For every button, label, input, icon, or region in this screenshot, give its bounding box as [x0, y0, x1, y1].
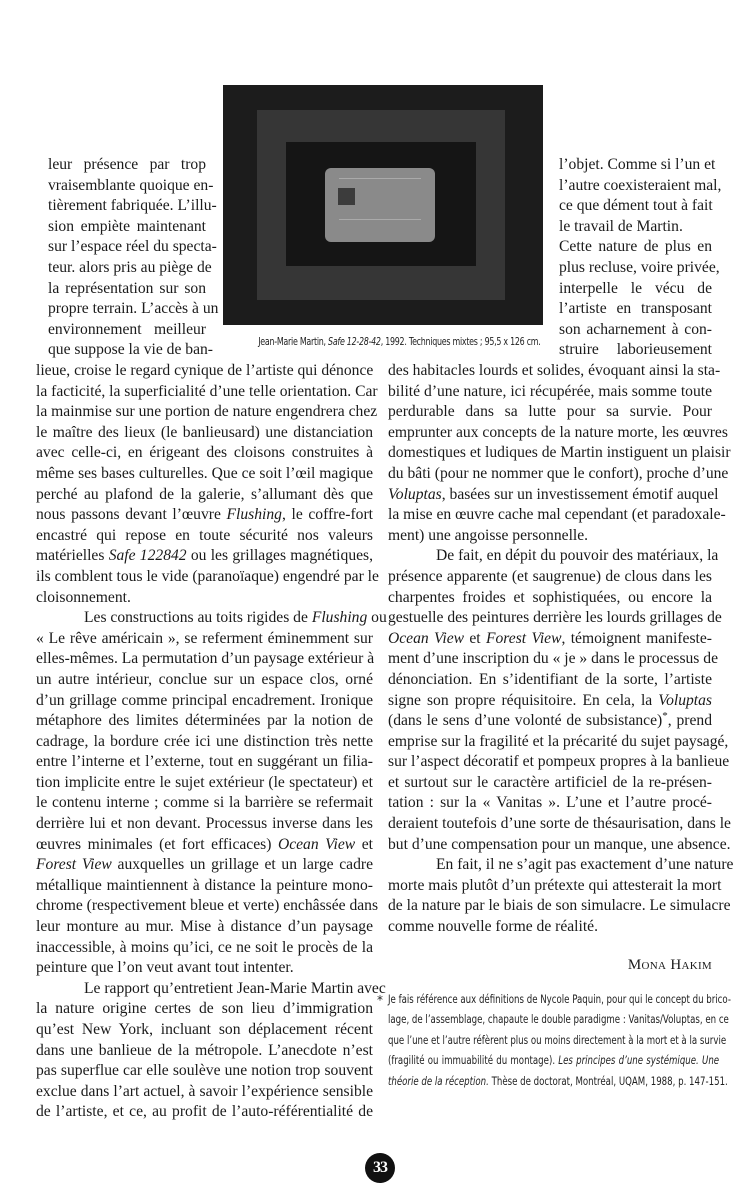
- text-line: emprise sur la fragilité et la précarité du sujet paysagé,: [388, 732, 729, 750]
- text-line: matérielles Safe 122842 ou les grillages magnétiques,: [36, 547, 374, 565]
- text-line: charpentes froides et sophistiquées, ou encore la: [388, 588, 712, 606]
- page-number-badge: 33: [365, 1153, 395, 1183]
- text-line: peinture que l’on veut avant tout intenter.: [36, 959, 294, 977]
- text-line: sion empiète maintenant: [48, 217, 206, 235]
- text-line: Ocean View et Forest View, témoignent manifeste-: [388, 629, 712, 647]
- text-line: emprunter aux concepts de la nature morte, les œuvres: [388, 423, 728, 441]
- text-line: leur monture au mur. Mise à distance d’un paysage: [36, 918, 373, 936]
- text-line: le travail de Martin.: [559, 217, 683, 235]
- text-line: perdurable dans sa lutte pour sa survie. Pour: [388, 403, 712, 421]
- text-line: interpelle le vécu de: [559, 279, 712, 297]
- photo-safe-dial: [338, 188, 355, 205]
- text-line: du bâti (pour ne nommer que le confort), proche d’une: [388, 464, 729, 482]
- footnote-marker: *: [377, 993, 383, 1007]
- footnote-ref: *: [662, 709, 668, 722]
- text-line: « Le rêve américain », se referment éminemment sur: [36, 629, 373, 647]
- text-line: métallique maintiennent à distance la peinture mono-: [36, 876, 373, 894]
- text-line: un autre intérieur, conclue sur un espace clos, orné: [36, 670, 373, 688]
- text-line: cloisonnement.: [36, 588, 131, 606]
- text-line: lieue, croise le regard cynique de l’artiste qui dénonce: [36, 362, 374, 379]
- text-line: nous passons devant l’œuvre Flushing, le coffre-fort: [36, 506, 373, 524]
- text-line: derrière lui et non devant. Processus inverse dans les: [36, 815, 373, 833]
- italic-title: Flushing: [226, 506, 282, 524]
- text-line: Les constructions au toits rigides de Flushing ou: [84, 609, 387, 627]
- text-line: Cette nature de plus en: [559, 238, 712, 256]
- footnote: [377, 990, 731, 1092]
- text-line: deraient toutefois d’une sorte de thésaurisation, dans le: [388, 815, 731, 833]
- text-line: comme nouvelle forme de réalité.: [388, 918, 598, 936]
- text-line: sur l’espace réel du specta-: [48, 238, 217, 256]
- left-narrow-text: [48, 155, 219, 361]
- text-line: elles-mêmes. La permutation d’un paysage extérieur à: [36, 650, 375, 668]
- text-line: avec celle-ci, en érigeant des cloisons construites à: [36, 444, 373, 462]
- text-line: le contenu interne ; comme si la barrière se refermait: [36, 794, 373, 812]
- right-narrow-text: [559, 155, 722, 361]
- text-line: théorie de la réception. Thèse de doctorat, Montréal, UQAM, 1988, p. 147-151.: [388, 1074, 728, 1088]
- text-line: tation : sur la « Vanitas ». L’une et l’autre procé-: [388, 794, 712, 812]
- italic-title: Voluptas: [658, 691, 712, 709]
- text-line: (fragilité ou immuabilité du montage). Les principes d’une systémique. Une: [388, 1054, 720, 1068]
- caption-artist: Jean-Marie Martin,: [258, 337, 329, 348]
- text-line: l’objet. Comme si l’un et: [559, 156, 716, 173]
- text-line: tion implicite entre le sujet extérieur (le spectateur) et: [36, 773, 373, 791]
- text-line: des habitacles lourds et solides, évoquant ainsi la sta-: [388, 362, 721, 379]
- text-line: teur. alors pris au piège de: [48, 258, 212, 276]
- text-line: œuvres minimales (et fort efficaces) Ocean View et: [36, 835, 374, 853]
- italic-title: Les principes d’une systémique. Une: [558, 1054, 720, 1068]
- caption-title: Safe 12-28-42: [328, 337, 381, 348]
- italic-title: Ocean View: [388, 629, 465, 647]
- right-column-text: [388, 361, 734, 938]
- text-line: bilité d’une nature, ici récupérée, mais somme toute: [388, 382, 712, 400]
- text-line: ce que dément tout à fait: [559, 197, 713, 215]
- text-line: ment) une angoisse personnelle.: [388, 526, 589, 544]
- text-line: ils comblent tous le vide (paranoïaque) engendré par le: [36, 567, 379, 585]
- text-line: de la nature par le biais de son simulacre. Le simulacre: [388, 897, 731, 915]
- text-line: d’un grillage comme principal encadrement. Ironique: [36, 691, 373, 709]
- text-line: morte mais plutôt d’un prétexte qui attesterait la mort: [388, 876, 722, 894]
- text-line: et surtout sur le caractère artificiel de la re-présen-: [388, 773, 712, 791]
- text-line: de l’artiste, et ce, au profit de l’auto-référentialité de: [36, 1103, 373, 1121]
- text-line: plus recluse, voire privée,: [559, 258, 720, 276]
- text-line: la mise en œuvre cache mal cependant (et paradoxale-: [388, 506, 726, 524]
- text-line: Je fais référence aux définitions de Nycole Paquin, pour qui le concept du brico-: [388, 993, 731, 1006]
- text-line: qu’est New York, incluant son déplacement récent: [36, 1021, 373, 1038]
- text-line: ment d’une inscription du « je » dans le processus de: [388, 650, 718, 668]
- text-line: sur l’aspect décoratif et pompeux propres à la banlieue: [388, 753, 730, 771]
- text-line: perché au plafond de la galerie, s’allumant dès que: [36, 485, 373, 503]
- text-line: De fait, en dépit du pouvoir des matériaux, la: [436, 547, 719, 565]
- text-line: que l’une et l’autre réfèrent plus ou moins directement à la mort et à la survie: [388, 1033, 727, 1047]
- text-line: pas superflue car elle soulève une notion trop souvent: [36, 1062, 373, 1080]
- italic-title: Voluptas: [388, 485, 442, 503]
- text-line: lage, de l’assemblage, chapaute le double paradigme : Vanitas/Voluptas, en ce: [388, 1013, 729, 1027]
- text-line: cadrage, la bordure crée ici une distinction très nette: [36, 732, 373, 750]
- text-line: tièrement fabriquée. L’illu-: [48, 197, 217, 215]
- text-line: domestiques et ludiques de Martin instiguent un plaisir: [388, 444, 731, 462]
- text-line: struire laborieusement: [559, 341, 712, 359]
- text-line: métaphore des limites déterminées par la notion de: [36, 712, 373, 730]
- text-line: encastré qui repose en toute sécurité nos valeurs: [36, 526, 373, 544]
- text-line: l’autre coexisteraient mal,: [559, 176, 722, 194]
- text-line: inaccessible, à moins qu’ici, ce ne soit le procès de la: [36, 938, 373, 956]
- text-line: vraisemblante quoique en-: [48, 176, 214, 194]
- text-line: chrome (respectivement bleue et verte) enchâssée dans: [36, 897, 379, 915]
- text-line: Forest View auxquelles un grillage et un large cadre: [36, 856, 373, 874]
- artwork-photo: [223, 85, 543, 325]
- italic-title: Ocean View: [277, 835, 356, 853]
- photo-safe-panel: [325, 168, 435, 242]
- italic-title: Safe 122842: [108, 547, 187, 565]
- italic-title: Forest View: [485, 629, 562, 647]
- figure-caption: [258, 337, 541, 348]
- text-line: exclue dans l’art actuel, à savoir l’expérience sensible: [36, 1082, 373, 1100]
- text-line: dans une banlieue de la métropole. L’anecdote n’est: [36, 1041, 373, 1059]
- text-line: le maître des lieux (le banlieusard) une distanciation: [36, 423, 373, 441]
- left-column-text: [36, 361, 387, 1123]
- text-line: même ses bases culturelles. Que ce soit l’œil magique: [36, 464, 373, 482]
- text-line: la mainmise sur une portion de nature engendrera chez: [36, 403, 378, 421]
- text-line: Le rapport qu’entretient Jean-Marie Martin avec: [84, 979, 386, 997]
- text-line: environnement meilleur: [48, 320, 206, 338]
- italic-title: Forest View: [36, 856, 112, 874]
- text-line: gestuelle des peintures derrière les lourds grillages de: [388, 609, 722, 627]
- text-line: que suppose la vie de ban-: [48, 341, 213, 359]
- italic-title: Flushing: [311, 609, 368, 627]
- text-line: dénonciation. En s’identifiant de la sorte, l’artiste: [388, 670, 712, 688]
- text-line: but d’une compensation pour un manque, une absence.: [388, 835, 731, 853]
- italic-title: théorie de la réception.: [388, 1074, 489, 1088]
- text-line: l’artiste en transposant: [559, 300, 712, 318]
- text-line: leur présence par trop: [48, 156, 206, 173]
- text-line: Voluptas, basées sur un investissement émotif auquel: [388, 485, 719, 503]
- text-line: signe son propre réquisitoire. En cela, la Voluptas: [388, 691, 712, 709]
- text-line: la représentation sur son: [48, 279, 206, 297]
- text-line: présence apparente (et saugrenue) de clous dans les: [388, 567, 712, 585]
- text-line: entre l’interne et l’externe, tout en suggérant un filia-: [36, 753, 373, 771]
- text-line: la nature origine certes de son lieu d’immigration: [36, 1000, 373, 1018]
- text-line: (dans le sens d’une volonté de subsistance)*, prend: [388, 709, 712, 730]
- text-line: son acharnement à con-: [559, 320, 712, 338]
- text-line: En fait, il ne s’agit pas exactement d’une nature: [436, 856, 734, 874]
- text-line: propre terrain. L’accès à un: [48, 300, 219, 318]
- caption-details: , 1992. Techniques mixtes ; 95,5 x 126 cm.: [380, 337, 541, 348]
- text-line: la facticité, la superficialité d’une telle orientation. Car: [36, 382, 378, 400]
- author-signature: Mona Hakim: [627, 957, 712, 973]
